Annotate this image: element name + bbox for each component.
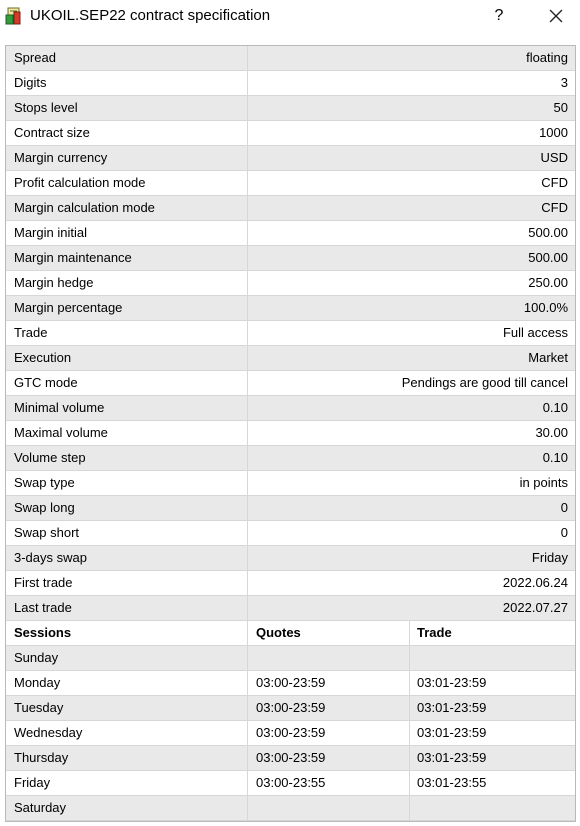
spec-label: Margin calculation mode [6, 196, 248, 220]
spec-row[interactable] [6, 71, 575, 96]
spec-value: 50 [553, 100, 568, 115]
window-title: UKOIL.SEP22 contract specification [30, 7, 271, 24]
spec-row[interactable] [6, 146, 575, 171]
session-trade: 03:01-23:59 [417, 675, 487, 690]
spec-label: Profit calculation mode [6, 171, 248, 195]
spec-row[interactable] [6, 96, 575, 121]
spec-row[interactable] [6, 471, 575, 496]
spec-value: 0.10 [542, 450, 568, 465]
session-day: Saturday [6, 796, 248, 820]
spec-label: Execution [6, 346, 248, 370]
session-day: Tuesday [6, 696, 248, 720]
spec-row[interactable] [6, 196, 575, 221]
spec-label: Stops level [6, 96, 248, 120]
spec-value: in points [519, 475, 568, 490]
spec-label: Swap long [6, 496, 248, 520]
spec-row[interactable] [6, 246, 575, 271]
spec-label: Margin maintenance [6, 246, 248, 270]
session-row[interactable] [6, 721, 575, 746]
spec-value: 500.00 [528, 250, 568, 265]
spec-row[interactable] [6, 221, 575, 246]
help-button[interactable]: ? [494, 7, 504, 24]
spec-label: Spread [6, 46, 248, 70]
spec-row[interactable] [6, 371, 575, 396]
spec-label: Last trade [6, 596, 248, 620]
quotes-header-label: Quotes [248, 621, 410, 645]
spec-value: 1000 [539, 125, 568, 140]
session-quotes: 03:00-23:55 [248, 771, 410, 795]
session-day: Thursday [6, 746, 248, 770]
title-bar [0, 0, 580, 34]
spec-value: CFD [541, 200, 568, 215]
session-day: Sunday [6, 646, 248, 670]
session-row[interactable] [6, 771, 575, 796]
close-button[interactable] [541, 4, 571, 28]
spec-value: Full access [502, 325, 568, 340]
spec-value: 500.00 [528, 225, 568, 240]
spec-value: 0.10 [542, 400, 568, 415]
session-quotes [248, 796, 410, 820]
session-row[interactable] [6, 746, 575, 771]
spec-label: Margin percentage [6, 296, 248, 320]
spec-label: Maximal volume [6, 421, 248, 445]
spec-label: Swap type [6, 471, 248, 495]
spec-row[interactable] [6, 271, 575, 296]
session-quotes: 03:00-23:59 [248, 696, 410, 720]
spec-row[interactable] [6, 571, 575, 596]
spec-value: floating [526, 50, 568, 65]
session-trade: 03:01-23:55 [417, 775, 487, 790]
session-trade: 03:01-23:59 [417, 700, 487, 715]
session-row[interactable] [6, 696, 575, 721]
spec-label: Margin hedge [6, 271, 248, 295]
session-quotes: 03:00-23:59 [248, 746, 410, 770]
trade-header-label: Trade [417, 625, 452, 640]
spec-row[interactable] [6, 321, 575, 346]
spec-row[interactable] [6, 446, 575, 471]
spec-value: USD [540, 150, 568, 165]
spec-value: 0 [560, 500, 568, 515]
spec-label: Volume step [6, 446, 248, 470]
spec-value: Pendings are good till cancel [401, 375, 568, 390]
spec-label: First trade [6, 571, 248, 595]
spec-value: 2022.06.24 [502, 575, 568, 590]
spec-row[interactable] [6, 171, 575, 196]
session-day: Wednesday [6, 721, 248, 745]
session-quotes: 03:00-23:59 [248, 721, 410, 745]
spec-value: 0 [560, 525, 568, 540]
spec-row[interactable] [6, 596, 575, 621]
session-day: Friday [6, 771, 248, 795]
session-quotes [248, 646, 410, 670]
spec-row[interactable] [6, 496, 575, 521]
spec-row[interactable] [6, 546, 575, 571]
spec-label: Digits [6, 71, 248, 95]
spec-value: 250.00 [528, 275, 568, 290]
sessions-header [6, 621, 575, 646]
spec-value: Friday [531, 550, 568, 565]
spec-label: Contract size [6, 121, 248, 145]
spec-label: GTC mode [6, 371, 248, 395]
spec-row[interactable] [6, 396, 575, 421]
spec-label: Minimal volume [6, 396, 248, 420]
spec-label: Trade [6, 321, 248, 345]
spec-label: Swap short [6, 521, 248, 545]
session-row[interactable] [6, 646, 575, 671]
spec-value: Market [528, 350, 568, 365]
spec-value: 100.0% [523, 300, 568, 315]
spec-value: 2022.07.27 [502, 600, 568, 615]
spec-row[interactable] [6, 46, 575, 71]
spec-value: 30.00 [535, 425, 568, 440]
spec-row[interactable] [6, 296, 575, 321]
session-day: Monday [6, 671, 248, 695]
spec-row[interactable] [6, 346, 575, 371]
spec-label: Margin initial [6, 221, 248, 245]
session-trade: 03:01-23:59 [417, 750, 487, 765]
spec-value: 3 [560, 75, 568, 90]
session-trade: 03:01-23:59 [417, 725, 487, 740]
instrument-spec-icon [5, 7, 23, 25]
specification-table [5, 45, 576, 822]
session-row[interactable] [6, 796, 575, 821]
spec-row[interactable] [6, 521, 575, 546]
session-trade [410, 796, 575, 820]
session-trade [410, 646, 575, 670]
session-row[interactable] [6, 671, 575, 696]
spec-row[interactable] [6, 421, 575, 446]
sessions-header-label: Sessions [6, 621, 248, 645]
spec-value: CFD [541, 175, 568, 190]
spec-label: 3-days swap [6, 546, 248, 570]
spec-label: Margin currency [6, 146, 248, 170]
session-quotes: 03:00-23:59 [248, 671, 410, 695]
spec-row[interactable] [6, 121, 575, 146]
close-icon [549, 9, 563, 23]
